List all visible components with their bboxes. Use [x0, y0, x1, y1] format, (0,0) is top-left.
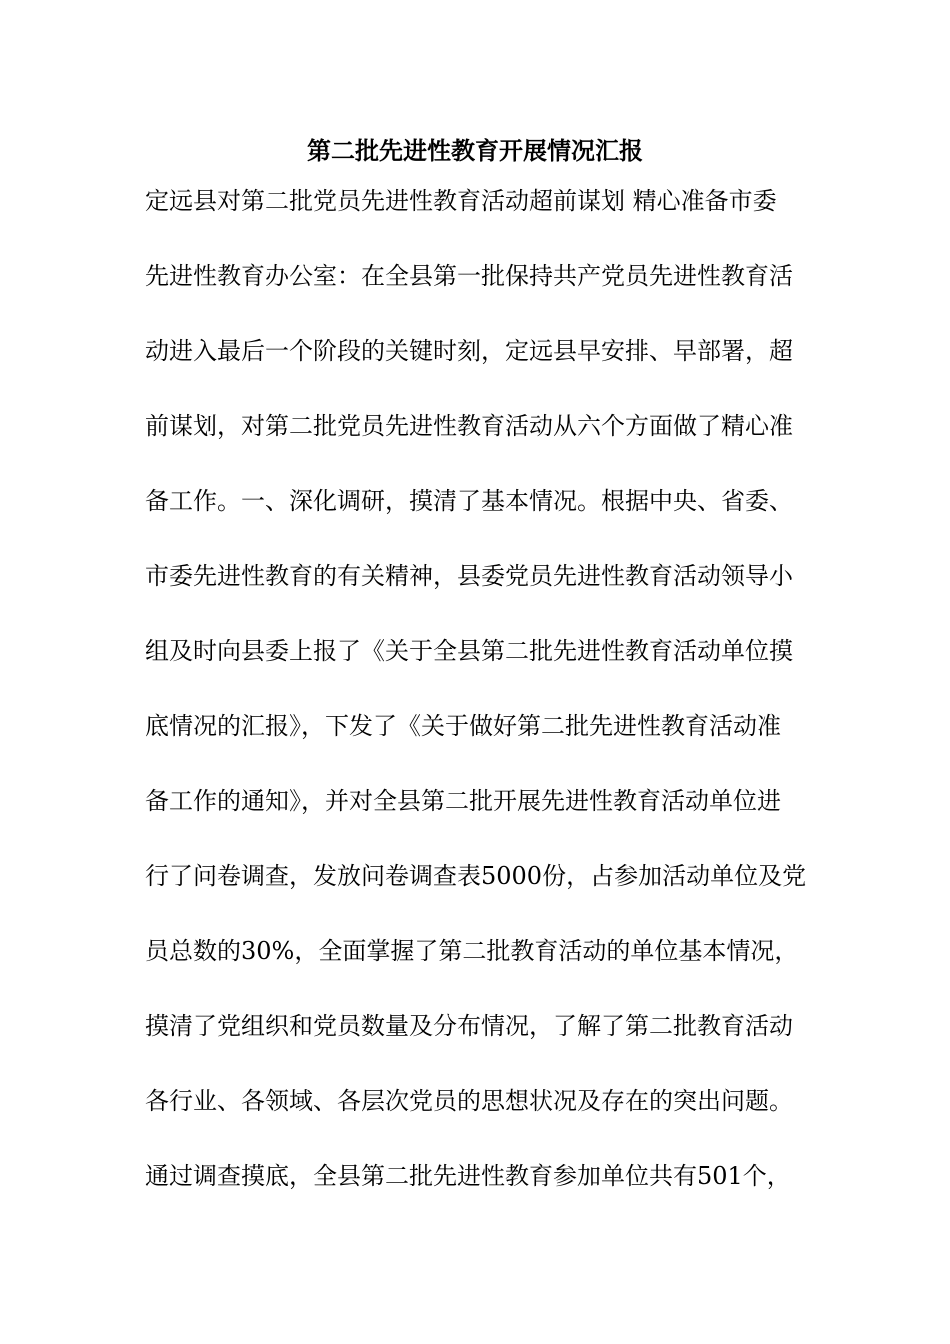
- body-line-2: 先进性教育办公室：在全县第一批保持共产党员先进性教育活: [145, 262, 793, 290]
- body-line-11: 员总数的30%，全面掌握了第二批教育活动的单位基本情况，: [145, 937, 799, 965]
- body-line-12: 摸清了党组织和党员数量及分布情况，了解了第二批教育活动: [145, 1012, 793, 1040]
- body-line-3: 动进入最后一个阶段的关键时刻，定远县早安排、早部署，超: [145, 337, 793, 365]
- body-line-1: 定远县对第二批党员先进性教育活动超前谋划 精心准备市委: [145, 187, 777, 215]
- body-line-7: 组及时向县委上报了《关于全县第二批先进性教育活动单位摸: [145, 637, 793, 665]
- body-line-9: 备工作的通知》，并对全县第二批开展先进性教育活动单位进: [145, 787, 781, 815]
- body-line-8: 底情况的汇报》，下发了《关于做好第二批先进性教育活动准: [145, 712, 781, 740]
- document-title: 第二批先进性教育开展情况汇报: [307, 137, 643, 165]
- body-line-13: 各行业、各领域、各层次党员的思想状况及存在的突出问题。: [145, 1087, 793, 1115]
- body-line-10: 行了问卷调查，发放问卷调查表5000份，占参加活动单位及党: [145, 862, 807, 890]
- body-line-4: 前谋划，对第二批党员先进性教育活动从六个方面做了精心准: [145, 412, 793, 440]
- body-line-5: 备工作。一、深化调研，摸清了基本情况。根据中央、省委、: [145, 487, 793, 515]
- body-line-6: 市委先进性教育的有关精神，县委党员先进性教育活动领导小: [145, 562, 793, 590]
- body-line-14: 通过调查摸底，全县第二批先进性教育参加单位共有501个，: [145, 1162, 791, 1190]
